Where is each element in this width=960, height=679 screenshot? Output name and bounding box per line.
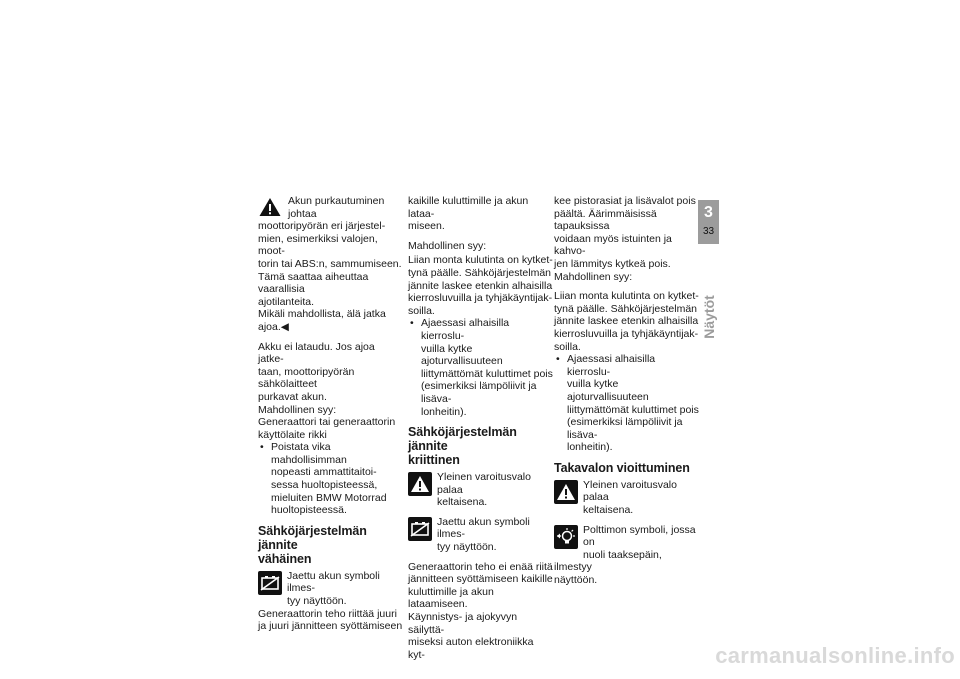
text-line: taan, moottoripyörän sähkölaitteet [258, 365, 355, 391]
text-line: voidaan myös istuinten ja kahvo- [554, 232, 672, 258]
text-line: keltaisena. [437, 496, 488, 509]
text-line: kuluttimille ja akun lataamiseen. [408, 585, 494, 611]
paragraph [258, 341, 403, 442]
text-line: Tämä saattaa aiheuttaa vaarallisia [258, 270, 369, 296]
text-line: tyy näyttöön. [437, 541, 497, 554]
text-line: ajotilanteita. [258, 295, 315, 308]
heading-line: vähäinen [258, 551, 312, 566]
text-line: Akun purkautuminen johtaa [288, 195, 385, 220]
text-line: tynä päälle. Sähköjärjestelmän [408, 266, 552, 279]
text-line: jännite laskee etenkin alhaisilla [554, 315, 699, 328]
text-line: keltaisena. [583, 504, 634, 517]
text-line: tynä päälle. Sähköjärjestelmän [554, 302, 698, 315]
text-line: päältä. Äärimmäisissä tapauksissa [554, 207, 657, 233]
icon-paragraph [258, 570, 403, 608]
column-3 [554, 195, 699, 594]
text-line: mien, esimerkiksi valojen, moot- [258, 232, 378, 258]
text-line: liittymättömät kuluttimet pois [421, 367, 553, 380]
text-line: Mahdollinen syy: [554, 270, 633, 283]
text-line: huoltopisteessä. [271, 504, 347, 517]
section-heading [554, 461, 699, 475]
text-line: kierrosluvuilla ja tyhjäkäyntijak- [408, 292, 553, 305]
text-line: kaikille kuluttimille ja akun lataa- [408, 195, 529, 220]
text-line: soilla. [408, 304, 435, 317]
text-line: lonheitin). [421, 405, 467, 418]
text-line: purkavat akun. [258, 390, 327, 403]
text-line: Generaattori tai generaattorin [258, 416, 396, 429]
text-line: Generaattorin teho ei enää riitä [408, 560, 553, 573]
text-line: vuilla kytke ajoturvallisuuteen [421, 342, 503, 368]
text-line: Akku ei lataudu. Jos ajoa jatke- [258, 340, 375, 366]
text-line: Liian monta kulutinta on kytket- [408, 254, 553, 267]
text-line: sessa huoltopisteessä, [271, 479, 378, 492]
text-line: • Ajaessasi alhaisilla kierroslu- [421, 317, 510, 342]
watermark: carmanualsonline.info [715, 643, 955, 668]
text-line: ja juuri jännitteen syöttämiseen [258, 620, 403, 633]
battery-warning-icon [258, 571, 282, 595]
text-line: Liian monta kulutinta on kytket- [554, 290, 699, 303]
chapter-number: 3 [704, 204, 713, 221]
text-line: Polttimon symboli, jossa on [583, 523, 696, 549]
text-line: Generaattorin teho riittää juuri [258, 607, 397, 620]
column-1 [258, 195, 403, 640]
bullet-item [258, 441, 403, 517]
text-line: Jaettu akun symboli ilmes- [437, 515, 530, 541]
battery-warning-icon [408, 517, 432, 541]
text-line: Käynnistys- ja ajokyvyn säilyttä- [408, 611, 518, 636]
text-line: miseksi auton elektroniikka kyt- [408, 636, 534, 661]
heading-line: Sähköjärjestelmän jännite [258, 523, 367, 552]
section-heading [408, 425, 553, 467]
general-warning-icon [408, 472, 432, 496]
text-line: kierrosluvuilla ja tyhjäkäyntijak- [554, 327, 699, 340]
heading-line: kriittinen [408, 453, 460, 468]
text-line: (esimerkiksi lämpöliivit ja lisäva- [421, 380, 537, 405]
text-line: Mahdollinen syy: [408, 239, 487, 252]
text-line: nopeasti ammattitaitoi- [271, 466, 377, 479]
paragraph [258, 608, 403, 633]
text-line: kee pistorasiat ja lisävalot pois [554, 195, 696, 207]
bulb-arrow-icon [554, 525, 578, 549]
section-heading [258, 524, 403, 566]
warning-triangle-icon [258, 196, 282, 218]
text-line: • Poistata vika mahdollisimman [271, 441, 347, 466]
text-line: tyy näyttöön. [287, 595, 347, 608]
chapter-label: Näytöt [701, 295, 717, 339]
text-line: jännitteen syöttämiseen kaikille [408, 573, 553, 586]
paragraph [408, 195, 553, 233]
text-line: miseen. [408, 220, 445, 233]
heading-line: Takavalon vioittuminen [554, 460, 690, 475]
text-line: näyttöön. [554, 574, 598, 587]
text-line: mieluiten BMW Motorrad [271, 491, 387, 504]
text-line: lonheitin). [567, 441, 613, 454]
bullet-item [554, 353, 699, 454]
paragraph [408, 240, 553, 253]
warning-paragraph [258, 195, 403, 334]
text-line: soilla. [554, 340, 581, 353]
general-warning-icon [554, 480, 578, 504]
text-line: Yleinen varoitusvalo palaa [437, 471, 531, 496]
icon-paragraph [554, 524, 699, 587]
paragraph [554, 195, 699, 283]
paragraph [554, 290, 699, 353]
column-2 [408, 195, 553, 668]
text-line: jännite laskee etenkin alhaisilla [408, 279, 553, 292]
page-number: 33 [702, 226, 715, 237]
text-line: torin tai ABS:n, sammumiseen. [258, 257, 402, 270]
text-line: Yleinen varoitusvalo palaa [583, 478, 677, 504]
bullet-item [408, 317, 553, 418]
icon-paragraph [408, 471, 553, 509]
text-line: nuoli taaksepäin, ilmestyy [554, 548, 662, 574]
text-line: jen lämmitys kytkeä pois. [554, 257, 671, 270]
text-line: liittymättömät kuluttimet pois [567, 403, 699, 416]
text-line: Mahdollinen syy: [258, 403, 337, 416]
heading-line: Sähköjärjestelmän jännite [408, 425, 517, 454]
paragraph [408, 254, 553, 317]
icon-paragraph [408, 516, 553, 554]
paragraph [408, 561, 553, 662]
text-line: Jaettu akun symboli ilmes- [287, 569, 380, 595]
text-line: • Ajaessasi alhaisilla kierroslu- [567, 353, 656, 378]
text-line: Mikäli mahdollista, älä jatka ajoa.◀ [258, 308, 386, 333]
text-line: (esimerkiksi lämpöliivit ja lisäva- [567, 416, 683, 441]
icon-paragraph [554, 479, 699, 517]
text-line: käyttölaite rikki [258, 428, 327, 441]
text-line: moottoripyörän eri järjestel- [258, 220, 386, 233]
text-line: vuilla kytke ajoturvallisuuteen [567, 378, 649, 403]
